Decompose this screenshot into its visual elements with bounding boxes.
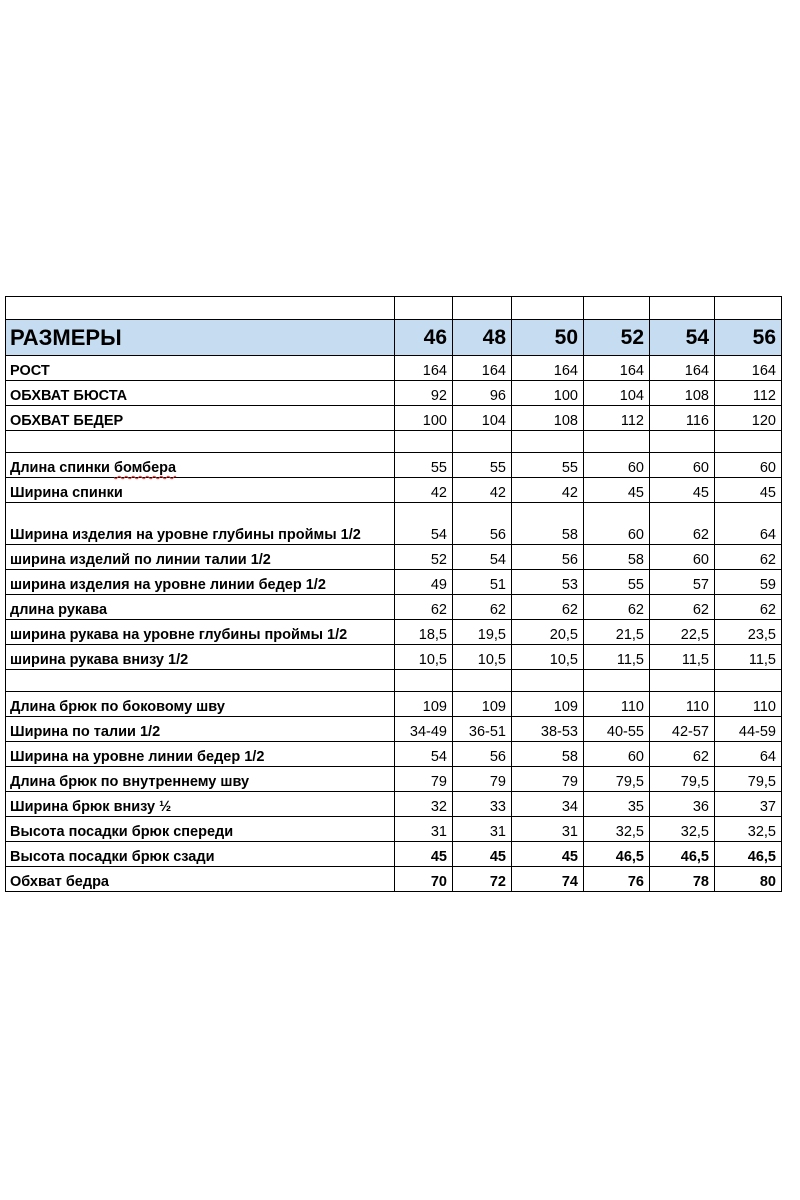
row-value: 110: [584, 692, 650, 717]
row-value: 78: [650, 867, 715, 892]
row-value: 33: [453, 792, 512, 817]
table-row: [6, 742, 782, 767]
row-value: 45: [453, 842, 512, 867]
row-value: 62: [584, 595, 650, 620]
row-value: 164: [395, 356, 453, 381]
row-value: 51: [453, 570, 512, 595]
row-value: 164: [584, 356, 650, 381]
size-46: 46: [395, 320, 453, 356]
row-value: 79: [512, 767, 584, 792]
row-value: 72: [453, 867, 512, 892]
row-value: 44-59: [715, 717, 782, 742]
row-value: 55: [395, 453, 453, 478]
row-value: 35: [584, 792, 650, 817]
row-value: 96: [453, 381, 512, 406]
row-value: 46,5: [715, 842, 782, 867]
row-value: 92: [395, 381, 453, 406]
row-value: 10,5: [453, 645, 512, 670]
row-value: 11,5: [650, 645, 715, 670]
row-value: 100: [395, 406, 453, 431]
row-value: 42: [453, 478, 512, 503]
row-value: 64: [715, 503, 782, 545]
row-value: 42: [512, 478, 584, 503]
row-label: РОСТ: [6, 356, 395, 381]
table-row: [6, 620, 782, 645]
row-value: 45: [512, 842, 584, 867]
row-value: 45: [395, 842, 453, 867]
row-value: 36: [650, 792, 715, 817]
row-label: Длина брюк по боковому шву: [6, 692, 395, 717]
row-value: 79: [453, 767, 512, 792]
row-value: 62: [395, 595, 453, 620]
size-56: 56: [715, 320, 782, 356]
table-row: [6, 717, 782, 742]
row-value: 62: [453, 595, 512, 620]
row-value: 54: [453, 545, 512, 570]
spellcheck-marked-word: бомбера: [114, 460, 177, 476]
row-value: 120: [715, 406, 782, 431]
row-value: 32,5: [584, 817, 650, 842]
row-value: 34-49: [395, 717, 453, 742]
row-value: 20,5: [512, 620, 584, 645]
row-label: Обхват бедра: [6, 867, 395, 892]
table-row: [6, 478, 782, 503]
row-value: 109: [512, 692, 584, 717]
row-value: 31: [453, 817, 512, 842]
row-value: 19,5: [453, 620, 512, 645]
row-value: 42: [395, 478, 453, 503]
row-value: 56: [453, 503, 512, 545]
table-row: [6, 842, 782, 867]
size-50: 50: [512, 320, 584, 356]
row-value: 164: [715, 356, 782, 381]
row-value: 52: [395, 545, 453, 570]
table-row: [6, 692, 782, 717]
row-value: 58: [512, 503, 584, 545]
row-value: 100: [512, 381, 584, 406]
row-value: 112: [715, 381, 782, 406]
row-value: 32,5: [715, 817, 782, 842]
row-label: Ширина на уровне линии бедер 1/2: [6, 742, 395, 767]
table-row: [6, 645, 782, 670]
row-value: 62: [715, 595, 782, 620]
row-value: 21,5: [584, 620, 650, 645]
row-value: 38-53: [512, 717, 584, 742]
row-value: 164: [650, 356, 715, 381]
size-chart-table: [5, 296, 782, 892]
table-row: [6, 595, 782, 620]
row-value: 109: [453, 692, 512, 717]
row-value: 59: [715, 570, 782, 595]
row-value: 58: [512, 742, 584, 767]
row-label: ОБХВАТ БЮСТА: [6, 381, 395, 406]
row-value: 109: [395, 692, 453, 717]
row-value: 11,5: [584, 645, 650, 670]
row-value: 60: [715, 453, 782, 478]
row-value: 164: [453, 356, 512, 381]
row-label: Длина брюк по внутреннему шву: [6, 767, 395, 792]
row-value: 80: [715, 867, 782, 892]
row-value: 79,5: [715, 767, 782, 792]
row-value: 54: [395, 503, 453, 545]
table-row: [6, 767, 782, 792]
row-value: 76: [584, 867, 650, 892]
row-label: ширина изделий по линии талии 1/2: [6, 545, 395, 570]
row-value: 79,5: [650, 767, 715, 792]
row-value: 18,5: [395, 620, 453, 645]
row-value: 56: [453, 742, 512, 767]
row-value: 60: [650, 453, 715, 478]
row-value: 10,5: [395, 645, 453, 670]
row-value: 49: [395, 570, 453, 595]
sizes-header-label: РАЗМЕРЫ: [6, 320, 395, 356]
row-value: 31: [395, 817, 453, 842]
row-value: 60: [584, 503, 650, 545]
row-value: 32: [395, 792, 453, 817]
row-value: 45: [715, 478, 782, 503]
row-value: 11,5: [715, 645, 782, 670]
row-value: 62: [650, 742, 715, 767]
row-value: 45: [650, 478, 715, 503]
row-value: 62: [512, 595, 584, 620]
row-label: Длина спинки бомбера: [6, 453, 395, 478]
row-value: 60: [650, 545, 715, 570]
size-52: 52: [584, 320, 650, 356]
row-value: 164: [512, 356, 584, 381]
row-value: 46,5: [650, 842, 715, 867]
row-value: 62: [715, 545, 782, 570]
row-label: ширина рукава внизу 1/2: [6, 645, 395, 670]
row-value: 34: [512, 792, 584, 817]
row-value: 62: [650, 503, 715, 545]
row-value: 53: [512, 570, 584, 595]
table-row: [6, 356, 782, 381]
row-value: 55: [584, 570, 650, 595]
table-row: [6, 867, 782, 892]
row-value: 32,5: [650, 817, 715, 842]
table-row: [6, 406, 782, 431]
row-value: 55: [453, 453, 512, 478]
row-value: 70: [395, 867, 453, 892]
row-value: 64: [715, 742, 782, 767]
row-label: ширина рукава на уровне глубины проймы 1/2: [6, 620, 395, 645]
row-value: 79,5: [584, 767, 650, 792]
row-value: 108: [512, 406, 584, 431]
row-value: 45: [584, 478, 650, 503]
row-value: 60: [584, 453, 650, 478]
row-value: 112: [584, 406, 650, 431]
row-value: 79: [395, 767, 453, 792]
table-body: [6, 356, 782, 892]
row-value: 40-55: [584, 717, 650, 742]
table-row: [6, 381, 782, 406]
table-row: [6, 453, 782, 478]
table-row: [6, 817, 782, 842]
row-label: Ширина по талии 1/2: [6, 717, 395, 742]
row-value: 108: [650, 381, 715, 406]
row-value: 42-57: [650, 717, 715, 742]
row-value: 10,5: [512, 645, 584, 670]
table-row: [6, 792, 782, 817]
row-value: 104: [584, 381, 650, 406]
row-label: Ширина спинки: [6, 478, 395, 503]
table-spacer-row: [6, 431, 782, 453]
row-value: 56: [512, 545, 584, 570]
row-label: ширина изделия на уровне линии бедер 1/2: [6, 570, 395, 595]
row-label: Высота посадки брюк спереди: [6, 817, 395, 842]
row-value: 58: [584, 545, 650, 570]
row-value: 22,5: [650, 620, 715, 645]
table-spacer-row: [6, 670, 782, 692]
row-label: Ширина брюк внизу ½: [6, 792, 395, 817]
size-48: 48: [453, 320, 512, 356]
table-row: [6, 570, 782, 595]
row-value: 31: [512, 817, 584, 842]
row-value: 54: [395, 742, 453, 767]
row-label: Высота посадки брюк сзади: [6, 842, 395, 867]
row-value: 57: [650, 570, 715, 595]
row-value: 37: [715, 792, 782, 817]
table-row: [6, 503, 782, 545]
row-value: 55: [512, 453, 584, 478]
size-54: 54: [650, 320, 715, 356]
row-label: длина рукава: [6, 595, 395, 620]
row-value: 23,5: [715, 620, 782, 645]
row-label: ОБХВАТ БЕДЕР: [6, 406, 395, 431]
row-label: Ширина изделия на уровне глубины проймы 1/2: [6, 503, 395, 545]
row-value: 104: [453, 406, 512, 431]
row-value: 74: [512, 867, 584, 892]
row-value: 110: [715, 692, 782, 717]
row-value: 110: [650, 692, 715, 717]
table-header-row: [6, 320, 782, 356]
row-value: 62: [650, 595, 715, 620]
table-row: [6, 545, 782, 570]
row-value: 116: [650, 406, 715, 431]
row-value: 46,5: [584, 842, 650, 867]
row-value: 60: [584, 742, 650, 767]
row-value: 36-51: [453, 717, 512, 742]
table-top-empty-row: [6, 297, 782, 320]
